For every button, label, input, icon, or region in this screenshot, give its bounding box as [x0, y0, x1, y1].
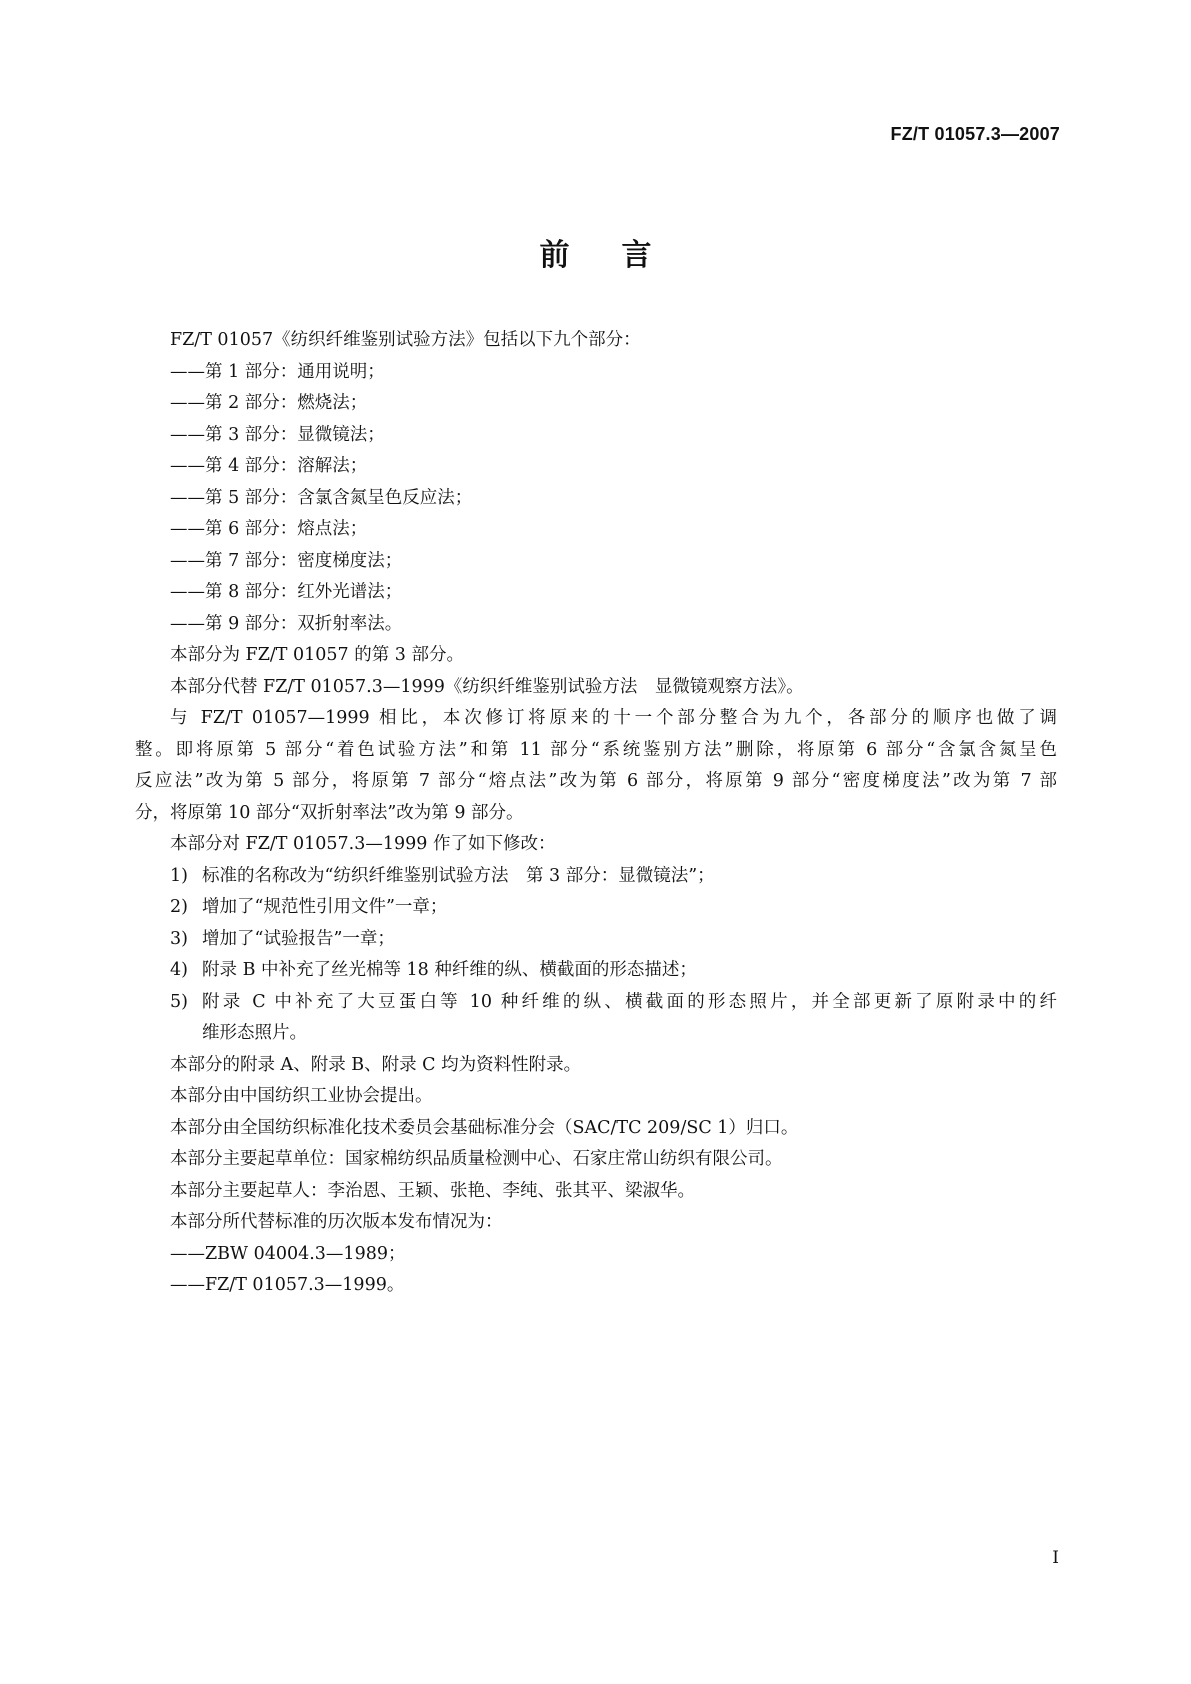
- previous-edition-item: ——FZ/T 01057.3—1999。: [170, 1275, 405, 1295]
- this-part-statement: 本部分为 FZ/T 01057 的第 3 部分。: [170, 645, 464, 665]
- annex-statement: 本部分的附录 A、附录 B、附录 C 均为资料性附录。: [170, 1054, 582, 1075]
- change-text: 增加了“试验报告”一章；: [202, 928, 395, 949]
- change-item: [135, 861, 1057, 893]
- proposer-statement: 本部分由中国纺织工业协会提出。: [170, 1086, 433, 1106]
- part-list-item: ——第 7 部分：密度梯度法；: [170, 550, 403, 571]
- change-number: 4): [170, 960, 188, 980]
- part-list-item: ——第 8 部分：红外光谱法；: [170, 582, 403, 602]
- change-item: [135, 924, 1057, 956]
- change-text-continuation: 维形态照片。: [202, 1023, 307, 1043]
- comparison-line: 分，将原第 10 部分“双折射率法”改为第 9 部分。: [135, 802, 524, 823]
- page-title: 前言: [539, 238, 704, 273]
- committee-statement: 本部分由全国纺织标准化技术委员会基础标准分会（SAC/TC 209/SC 1）归口。: [170, 1117, 799, 1138]
- comparison-line: 整。即将原第 5 部分“着色试验方法”和第 11 部分“系统鉴别方法”删除，将原第 6 部分“含氯含氮呈色: [135, 739, 1057, 760]
- change-number: 3): [170, 928, 188, 949]
- comparison-line: 反应法”改为第 5 部分，将原第 7 部分“熔点法”改为第 6 部分，将原第 9 部分“密度梯度法”改为第 7 部: [135, 771, 1057, 791]
- part-list-item: ——第 1 部分：通用说明；: [170, 361, 385, 382]
- part-list-item: ——第 5 部分：含氯含氮呈色反应法；: [170, 487, 473, 508]
- change-item: [135, 987, 1057, 1019]
- drafting-units-statement: 本部分主要起草单位：国家棉纺织品质量检测中心、石家庄常山纺织有限公司。: [170, 1149, 783, 1169]
- standard-code: FZ/T 01057.3—2007: [890, 124, 1060, 144]
- part-list-item: ——第 9 部分：双折射率法。: [170, 613, 403, 634]
- drafters-statement: 本部分主要起草人：李治恩、王颖、张艳、李纯、张其平、梁淑华。: [170, 1180, 695, 1201]
- part-list-item: ——第 2 部分：燃烧法；: [170, 393, 368, 413]
- change-item: [135, 892, 1057, 924]
- change-number: 2): [170, 897, 188, 917]
- change-text: 附录 C 中补充了大豆蛋白等 10 种纤维的纵、横截面的形态照片，并全部更新了原附录中的纤: [202, 991, 1057, 1012]
- part-list-item: ——第 3 部分：显微镜法；: [170, 424, 385, 445]
- editions-intro: 本部分所代替标准的历次版本发布情况为：: [170, 1212, 503, 1232]
- change-text: 附录 B 中补充了丝光棉等 18 种纤维的纵、横截面的形态描述；: [202, 960, 697, 980]
- part-list-item: ——第 6 部分：熔点法；: [170, 519, 368, 539]
- change-number: 1): [170, 865, 188, 886]
- change-number: 5): [170, 991, 188, 1012]
- comparison-line: 与 FZ/T 01057—1999 相比，本次修订将原来的十一个部分整合为九个，各部分的顺序也做了调: [170, 708, 1057, 728]
- previous-edition-item: ——ZBW 04004.3—1989；: [170, 1243, 406, 1264]
- change-item: [135, 955, 1057, 987]
- foreword-body: [135, 325, 1057, 1302]
- change-text: 增加了“规范性引用文件”一章；: [202, 897, 448, 917]
- change-text: 标准的名称改为“纺织纤维鉴别试验方法 第 3 部分：显微镜法”；: [202, 865, 715, 886]
- page-number: I: [1052, 1548, 1059, 1568]
- part-list-item: ——第 4 部分：溶解法；: [170, 456, 368, 476]
- changes-intro: 本部分对 FZ/T 01057.3—1999 作了如下修改：: [170, 834, 556, 854]
- replaces-statement: 本部分代替 FZ/T 01057.3—1999《纺织纤维鉴别试验方法 显微镜观察方法》。: [170, 676, 804, 697]
- intro-paragraph: FZ/T 01057《纺织纤维鉴别试验方法》包括以下九个部分：: [170, 330, 641, 350]
